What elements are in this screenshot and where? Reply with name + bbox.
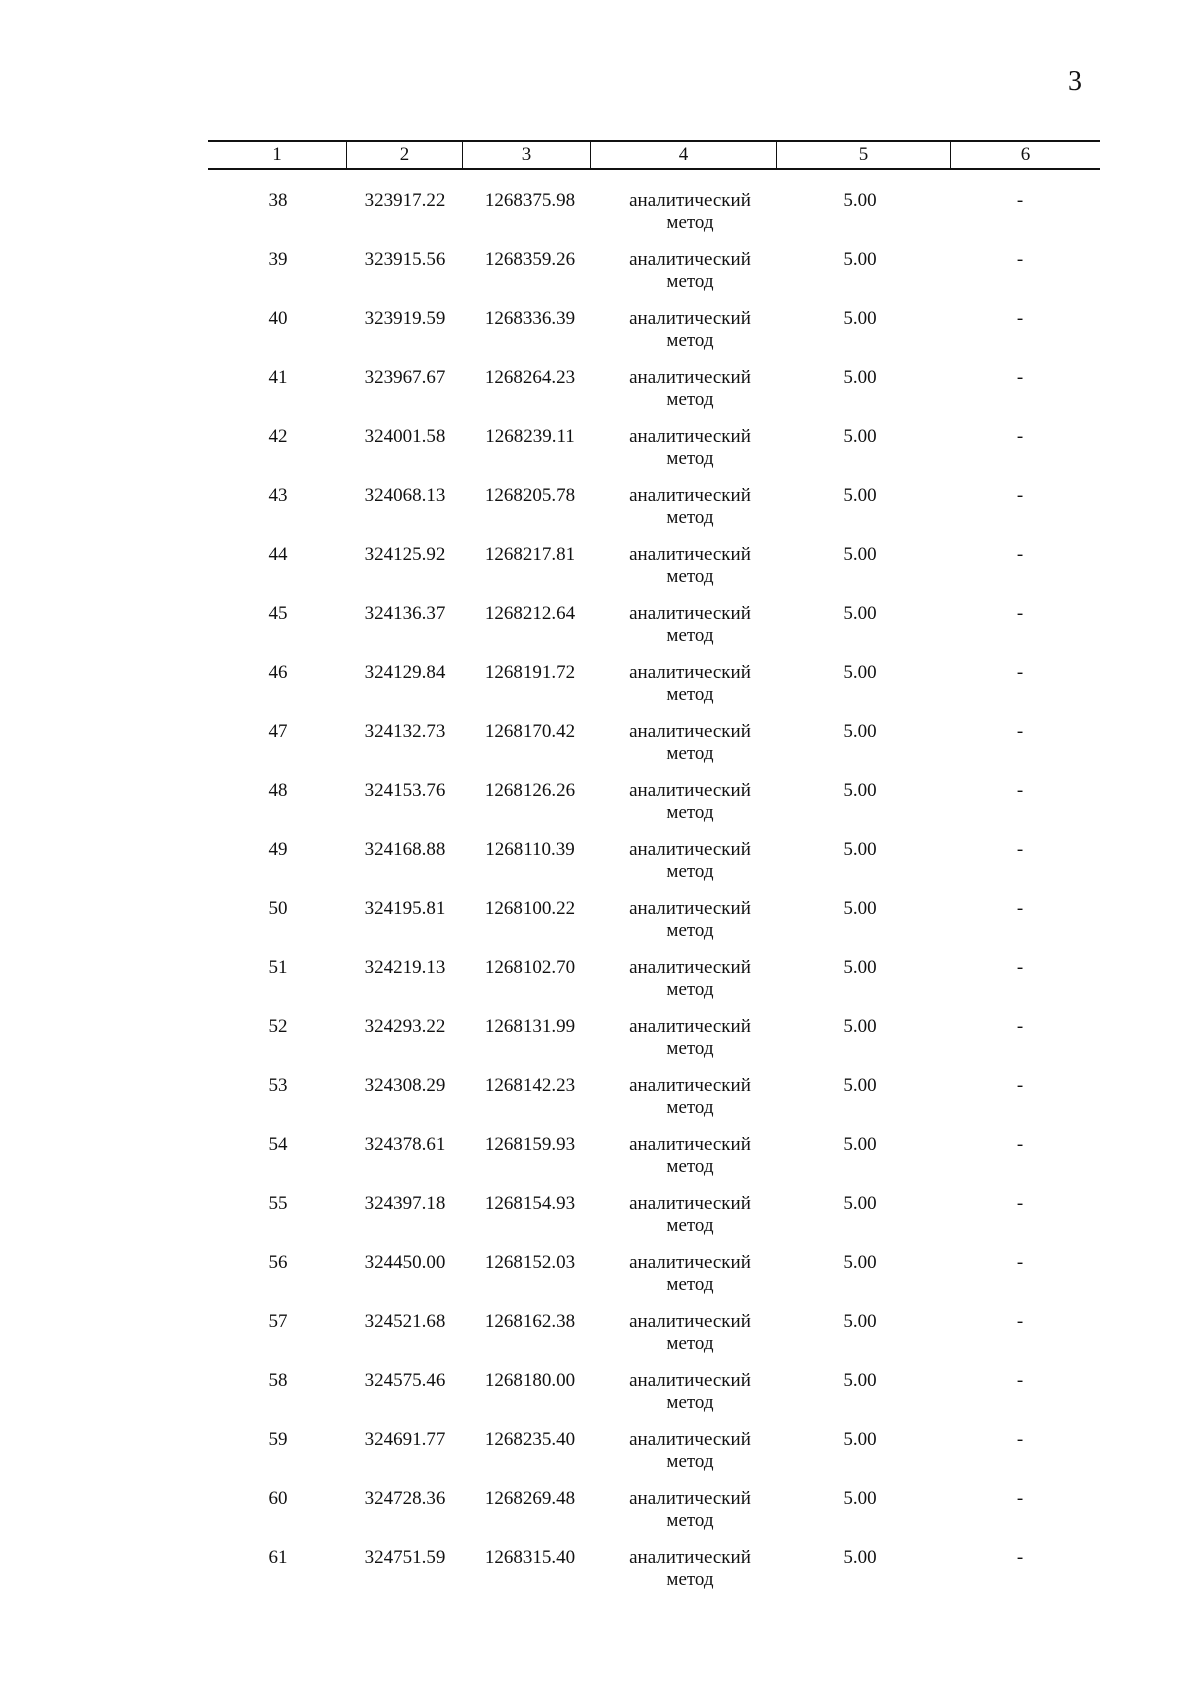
point-number: 39 [268,249,288,270]
point-number: 59 [268,1429,288,1450]
y-coordinate: 1268359.26 [484,249,576,270]
y-coordinate: 1268159.93 [484,1134,576,1155]
y-coordinate: 1268205.78 [484,485,576,506]
method-line: метод [666,920,714,941]
header-cell-2: 2 [399,144,410,165]
note-value: - [1016,1429,1024,1450]
table-row [0,953,1200,1012]
note-value: - [1016,721,1024,742]
method-cell [605,898,775,942]
method-line: метод [666,743,714,764]
method-line: метод [666,1038,714,1059]
method-line: аналитический [629,839,751,860]
y-coordinate: 1268269.48 [484,1488,576,1509]
y-coordinate: 1268162.38 [484,1311,576,1332]
point-number: 38 [268,190,288,211]
y-coordinate: 1268110.39 [485,839,575,860]
method-cell [605,1016,775,1060]
point-number: 53 [268,1075,288,1096]
method-line: аналитический [629,1016,751,1037]
method-cell [605,1311,775,1355]
y-coordinate: 1268100.22 [484,898,576,919]
y-coordinate: 1268264.23 [484,367,576,388]
table-row [0,481,1200,540]
accuracy-value: 5.00 [843,1488,877,1509]
point-number: 57 [268,1311,288,1332]
note-value: - [1016,249,1024,270]
point-number: 50 [268,898,288,919]
method-cell [605,1370,775,1414]
method-cell [605,190,775,234]
method-cell [605,780,775,824]
point-number: 61 [268,1547,288,1568]
table-row [0,1012,1200,1071]
note-value: - [1016,1016,1024,1037]
note-value: - [1016,662,1024,683]
header-cell-4: 4 [678,144,689,165]
method-line: метод [666,448,714,469]
table-row [0,894,1200,953]
accuracy-value: 5.00 [843,544,877,565]
table-body [0,186,1200,1602]
x-coordinate: 323917.22 [364,190,446,211]
y-coordinate: 1268180.00 [484,1370,576,1391]
accuracy-value: 5.00 [843,662,877,683]
accuracy-value: 5.00 [843,839,877,860]
x-coordinate: 324728.36 [364,1488,446,1509]
x-coordinate: 324575.46 [364,1370,446,1391]
method-line: метод [666,389,714,410]
accuracy-value: 5.00 [843,1193,877,1214]
table-row [0,1071,1200,1130]
accuracy-value: 5.00 [843,957,877,978]
table-row [0,540,1200,599]
table-row [0,304,1200,363]
header-cell-5: 5 [858,144,869,165]
x-coordinate: 324293.22 [364,1016,446,1037]
x-coordinate: 324219.13 [364,957,446,978]
y-coordinate: 1268191.72 [484,662,576,683]
note-value: - [1016,485,1024,506]
table-header [208,140,1100,170]
table-row [0,1366,1200,1425]
method-line: метод [666,1451,714,1472]
x-coordinate: 324195.81 [364,898,446,919]
point-number: 55 [268,1193,288,1214]
method-line: метод [666,625,714,646]
table-row [0,1425,1200,1484]
table-row [0,835,1200,894]
table-row [0,1307,1200,1366]
y-coordinate: 1268217.81 [484,544,576,565]
method-cell [605,662,775,706]
x-coordinate: 324378.61 [364,1134,446,1155]
x-coordinate: 324308.29 [364,1075,446,1096]
point-number: 56 [268,1252,288,1273]
accuracy-value: 5.00 [843,1429,877,1450]
point-number: 45 [268,603,288,624]
table-row [0,776,1200,835]
point-number: 52 [268,1016,288,1037]
method-line: аналитический [629,721,751,742]
accuracy-value: 5.00 [843,780,877,801]
accuracy-value: 5.00 [843,1134,877,1155]
table-row [0,1248,1200,1307]
method-line: аналитический [629,780,751,801]
y-coordinate: 1268154.93 [484,1193,576,1214]
page-number: 3 [1068,66,1082,97]
note-value: - [1016,1370,1024,1391]
method-line: аналитический [629,1370,751,1391]
x-coordinate: 324168.88 [364,839,446,860]
note-value: - [1016,839,1024,860]
accuracy-value: 5.00 [843,249,877,270]
method-line: аналитический [629,1429,751,1450]
method-line: метод [666,1333,714,1354]
method-line: аналитический [629,662,751,683]
accuracy-value: 5.00 [843,308,877,329]
method-line: аналитический [629,1488,751,1509]
method-cell [605,603,775,647]
method-line: аналитический [629,1311,751,1332]
header-cell-6: 6 [1020,144,1031,165]
y-coordinate: 1268131.99 [484,1016,576,1037]
table-row [0,599,1200,658]
x-coordinate: 324397.18 [364,1193,446,1214]
table-row [0,1189,1200,1248]
accuracy-value: 5.00 [843,1252,877,1273]
x-coordinate: 324001.58 [364,426,446,447]
point-number: 40 [268,308,288,329]
x-coordinate: 324691.77 [364,1429,446,1450]
table-row [0,717,1200,776]
method-line: аналитический [629,1193,751,1214]
accuracy-value: 5.00 [843,485,877,506]
note-value: - [1016,603,1024,624]
accuracy-value: 5.00 [843,1370,877,1391]
accuracy-value: 5.00 [843,1016,877,1037]
note-value: - [1016,898,1024,919]
point-number: 42 [268,426,288,447]
x-coordinate: 324450.00 [364,1252,446,1273]
accuracy-value: 5.00 [843,367,877,388]
y-coordinate: 1268235.40 [484,1429,576,1450]
y-coordinate: 1268375.98 [484,190,576,211]
method-cell [605,485,775,529]
method-line: аналитический [629,308,751,329]
method-line: метод [666,330,714,351]
method-line: аналитический [629,1252,751,1273]
x-coordinate: 324068.13 [364,485,446,506]
x-coordinate: 324136.37 [364,603,446,624]
point-number: 60 [268,1488,288,1509]
point-number: 48 [268,780,288,801]
method-line: аналитический [629,1075,751,1096]
method-cell [605,1429,775,1473]
point-number: 46 [268,662,288,683]
note-value: - [1016,1075,1024,1096]
x-coordinate: 324125.92 [364,544,446,565]
note-value: - [1016,544,1024,565]
x-coordinate: 323967.67 [364,367,446,388]
y-coordinate: 1268170.42 [484,721,576,742]
table-row [0,363,1200,422]
accuracy-value: 5.00 [843,721,877,742]
point-number: 47 [268,721,288,742]
method-line: аналитический [629,1134,751,1155]
method-line: метод [666,1569,714,1590]
method-cell [605,249,775,293]
note-value: - [1016,308,1024,329]
method-cell [605,1547,775,1591]
y-coordinate: 1268126.26 [484,780,576,801]
method-line: аналитический [629,367,751,388]
method-line: метод [666,1510,714,1531]
accuracy-value: 5.00 [843,603,877,624]
note-value: - [1016,1311,1024,1332]
table-row [0,186,1200,245]
table-row [0,1484,1200,1543]
x-coordinate: 324129.84 [364,662,446,683]
point-number: 51 [268,957,288,978]
method-line: метод [666,1392,714,1413]
header-cell-3: 3 [521,144,532,165]
method-line: аналитический [629,1547,751,1568]
method-cell [605,544,775,588]
x-coordinate: 324153.76 [364,780,446,801]
accuracy-value: 5.00 [843,1075,877,1096]
point-number: 43 [268,485,288,506]
table-row [0,658,1200,717]
method-line: аналитический [629,426,751,447]
table-row [0,1543,1200,1602]
x-coordinate: 323915.56 [364,249,446,270]
note-value: - [1016,1193,1024,1214]
method-line: метод [666,212,714,233]
point-number: 49 [268,839,288,860]
y-coordinate: 1268315.40 [484,1547,576,1568]
method-line: аналитический [629,898,751,919]
method-line: аналитический [629,544,751,565]
method-line: метод [666,861,714,882]
y-coordinate: 1268152.03 [484,1252,576,1273]
note-value: - [1016,957,1024,978]
note-value: - [1016,367,1024,388]
accuracy-value: 5.00 [843,426,877,447]
header-cell-1: 1 [272,144,282,165]
method-line: аналитический [629,485,751,506]
method-cell [605,839,775,883]
note-value: - [1016,426,1024,447]
note-value: - [1016,1134,1024,1155]
accuracy-value: 5.00 [843,898,877,919]
method-line: метод [666,1274,714,1295]
method-line: аналитический [629,603,751,624]
y-coordinate: 1268239.11 [485,426,575,447]
method-cell [605,1134,775,1178]
accuracy-value: 5.00 [843,1311,877,1332]
method-line: аналитический [629,957,751,978]
method-line: метод [666,566,714,587]
table-row [0,245,1200,304]
note-value: - [1016,780,1024,801]
method-cell [605,367,775,411]
method-line: метод [666,1215,714,1236]
method-line: аналитический [629,190,751,211]
table-row [0,422,1200,481]
method-line: метод [666,271,714,292]
table-row [0,1130,1200,1189]
method-cell [605,1075,775,1119]
method-line: метод [666,507,714,528]
note-value: - [1016,1252,1024,1273]
method-line: метод [666,1097,714,1118]
method-cell [605,721,775,765]
point-number: 44 [268,544,288,565]
method-line: метод [666,979,714,1000]
x-coordinate: 323919.59 [364,308,446,329]
method-line: аналитический [629,249,751,270]
method-cell [605,308,775,352]
x-coordinate: 324132.73 [364,721,446,742]
x-coordinate: 324521.68 [364,1311,446,1332]
method-cell [605,1193,775,1237]
method-line: метод [666,684,714,705]
method-cell [605,957,775,1001]
method-cell [605,426,775,470]
y-coordinate: 1268102.70 [484,957,576,978]
point-number: 58 [268,1370,288,1391]
method-cell [605,1488,775,1532]
x-coordinate: 324751.59 [364,1547,446,1568]
point-number: 54 [268,1134,288,1155]
y-coordinate: 1268212.64 [484,603,576,624]
note-value: - [1016,1547,1024,1568]
point-number: 41 [268,367,288,388]
accuracy-value: 5.00 [843,1547,877,1568]
note-value: - [1016,1488,1024,1509]
y-coordinate: 1268142.23 [484,1075,576,1096]
method-cell [605,1252,775,1296]
accuracy-value: 5.00 [843,190,877,211]
method-line: метод [666,1156,714,1177]
method-line: метод [666,802,714,823]
y-coordinate: 1268336.39 [484,308,576,329]
note-value: - [1016,190,1024,211]
